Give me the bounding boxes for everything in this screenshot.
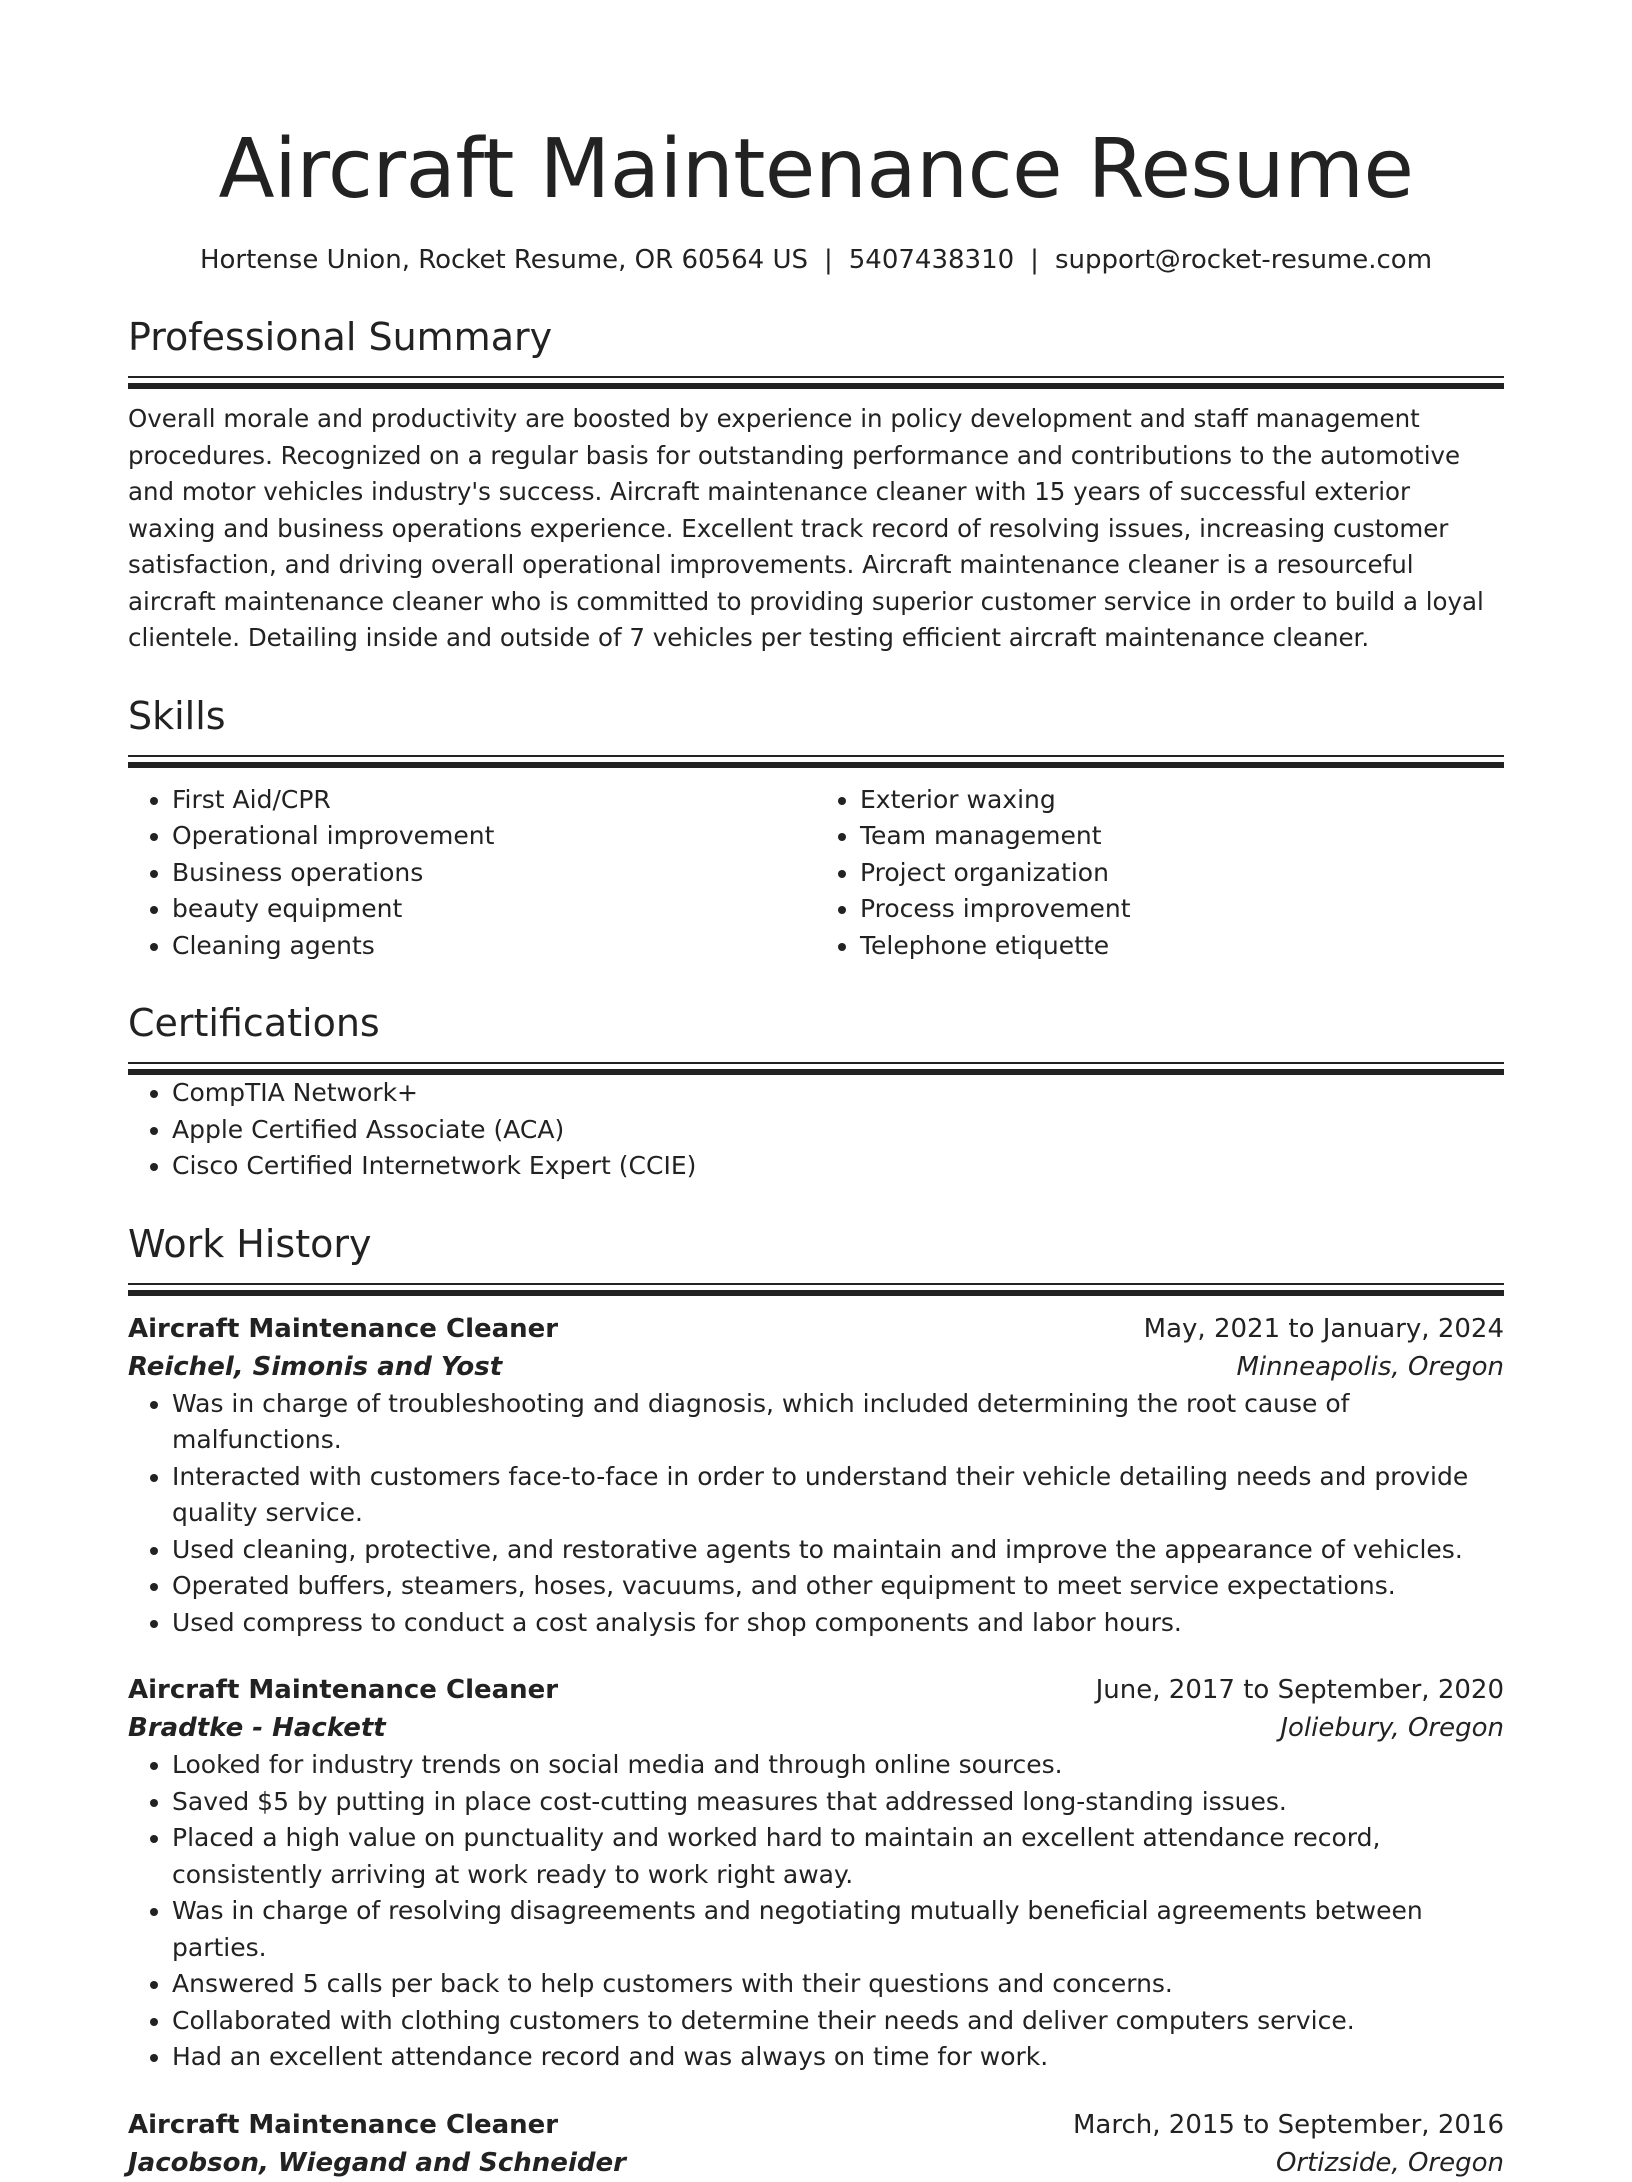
- skill-item: • Process improvement: [860, 891, 1504, 928]
- contact-phone: 5407438310: [848, 245, 1015, 275]
- skill-item: • beauty equipment: [172, 891, 816, 928]
- skill-item: • Project organization: [860, 855, 1504, 892]
- summary-text: Overall morale and productivity are boosted by experience in policy development and staff management procedures. Recognized on a regular basis for outstanding performance and contributions to the automotive and motor vehicles industry's success. Aircraft maintenance cleaner with 15 years of successful exterior waxing and business operations experience. Excellent track record of resolving issues, increasing customer satisfaction, and driving overall operational improvements. Aircraft maintenance cleaner is a resourceful aircraft maintenance cleaner who is committed to providing superior customer service in order to build a loyal clientele. Detailing inside and outside of 7 vehicles per testing efficient aircraft maintenance cleaner.: [128, 404, 1484, 652]
- skill-item: • Cleaning agents: [172, 928, 816, 965]
- job-duty-item: • Collaborated with clothing customers to determine their needs and deliver computers service.: [172, 2003, 1504, 2040]
- job-duty-item: • Operated buffers, steamers, hoses, vacuums, and other equipment to meet service expectations.: [172, 1568, 1504, 1605]
- job-company-row: [128, 1709, 1504, 1747]
- contact-address: Hortense Union, Rocket Resume, OR 60564 US: [199, 245, 808, 275]
- job-dates: June, 2017 to September, 2020: [1095, 1675, 1504, 1705]
- section-heading-work-history: Work History: [128, 1221, 372, 1266]
- skills-section: [128, 691, 1504, 965]
- job-company: Jacobson, Wiegand and Schneider: [128, 2147, 626, 2178]
- job-title: Aircraft Maintenance Cleaner: [128, 2109, 559, 2140]
- section-divider-thin: [128, 376, 1504, 378]
- certifications-list: [128, 1075, 1504, 1185]
- job-duties-list: [128, 1386, 1504, 1642]
- certification-item: • Apple Certified Associate (ACA): [172, 1112, 1504, 1149]
- job-entry: [128, 2106, 1504, 2182]
- skills-list-left: [128, 782, 816, 965]
- job-location: Joliebury, Oregon: [1280, 1713, 1504, 1743]
- section-divider-thin: [128, 1062, 1504, 1064]
- section-heading-summary: Professional Summary: [128, 315, 553, 359]
- job-company: Reichel, Simonis and Yost: [128, 1351, 503, 1382]
- section-divider-thick: [128, 1290, 1504, 1296]
- job-duty-item: • Answered 5 calls per back to help customers with their questions and concerns.: [172, 1966, 1504, 2003]
- contact-separator: |: [1030, 245, 1039, 275]
- certification-item: • CompTIA Network+: [172, 1075, 1504, 1112]
- skill-item: • First Aid/CPR: [172, 782, 816, 819]
- skill-item: • Business operations: [172, 855, 816, 892]
- job-duties-list: [128, 1747, 1504, 2076]
- job-dates: May, 2021 to January, 2024: [1143, 1313, 1504, 1344]
- job-company: Bradtke - Hackett: [128, 1713, 386, 1743]
- job-location: Ortizside, Oregon: [1275, 2147, 1504, 2178]
- job-location: Minneapolis, Oregon: [1236, 1351, 1504, 1382]
- job-header-row: [128, 2106, 1504, 2144]
- skill-item: • Team management: [860, 818, 1504, 855]
- section-divider-thick: [128, 762, 1504, 768]
- section-divider-thick: [128, 383, 1504, 389]
- job-duty-item: • Saved $5 by putting in place cost-cutting measures that addressed long-standing issues.: [172, 1784, 1504, 1821]
- job-title: Aircraft Maintenance Cleaner: [128, 1313, 559, 1344]
- skill-item: • Exterior waxing: [860, 782, 1504, 819]
- job-company-row: [128, 1348, 1504, 1386]
- job-duty-item: • Used cleaning, protective, and restorative agents to maintain and improve the appearance of vehicles.: [172, 1532, 1504, 1569]
- skill-item: • Telephone etiquette: [860, 928, 1504, 965]
- job-header-row: [128, 1310, 1504, 1348]
- job-dates: March, 2015 to September, 2016: [1073, 2109, 1504, 2140]
- section-divider-thin: [128, 1283, 1504, 1285]
- section-heading-skills: Skills: [128, 693, 226, 738]
- contact-email: support@rocket-resume.com: [1054, 245, 1433, 275]
- job-header-row: [128, 1671, 1504, 1709]
- job-duty-item: • Looked for industry trends on social media and through online sources.: [172, 1747, 1504, 1784]
- job-duty-item: • Interacted with customers face-to-face in order to understand their vehicle detailing needs and provide quality service.: [172, 1459, 1504, 1532]
- skills-list-right: [816, 782, 1504, 965]
- job-duty-item: • Was in charge of troubleshooting and diagnosis, which included determining the root cause of malfunctions.: [172, 1386, 1504, 1459]
- certifications-section: [128, 998, 1504, 1185]
- skills-grid: [128, 782, 1504, 965]
- job-duty-item: • Had an excellent attendance record and was always on time for work.: [172, 2039, 1504, 2076]
- job-entry: [128, 1310, 1504, 1642]
- job-duty-item: • Was in charge of resolving disagreements and negotiating mutually beneficial agreements between parties.: [172, 1893, 1504, 1966]
- section-heading-certifications: Certifications: [128, 1001, 380, 1045]
- resume-title: Aircraft Maintenance Resume: [218, 122, 1414, 217]
- summary-section: [128, 312, 1504, 657]
- skills-column-right: [816, 782, 1504, 965]
- job-company-row: [128, 2144, 1504, 2182]
- section-divider-thin: [128, 755, 1504, 757]
- skill-item: • Operational improvement: [172, 818, 816, 855]
- work-history-section: [128, 1219, 1504, 2182]
- job-title: Aircraft Maintenance Cleaner: [128, 1675, 559, 1705]
- contact-separator: |: [823, 245, 833, 275]
- skills-column-left: [128, 782, 816, 965]
- certification-item: • Cisco Certified Internetwork Expert (CCIE): [172, 1148, 1504, 1185]
- contact-line: [128, 242, 1504, 278]
- job-entry: [128, 1671, 1504, 2076]
- job-duty-item: • Used compress to conduct a cost analysis for shop components and labor hours.: [172, 1605, 1504, 1642]
- job-duty-item: • Placed a high value on punctuality and worked hard to maintain an excellent attendance record, consistently arriving at work ready to work right away.: [172, 1820, 1504, 1893]
